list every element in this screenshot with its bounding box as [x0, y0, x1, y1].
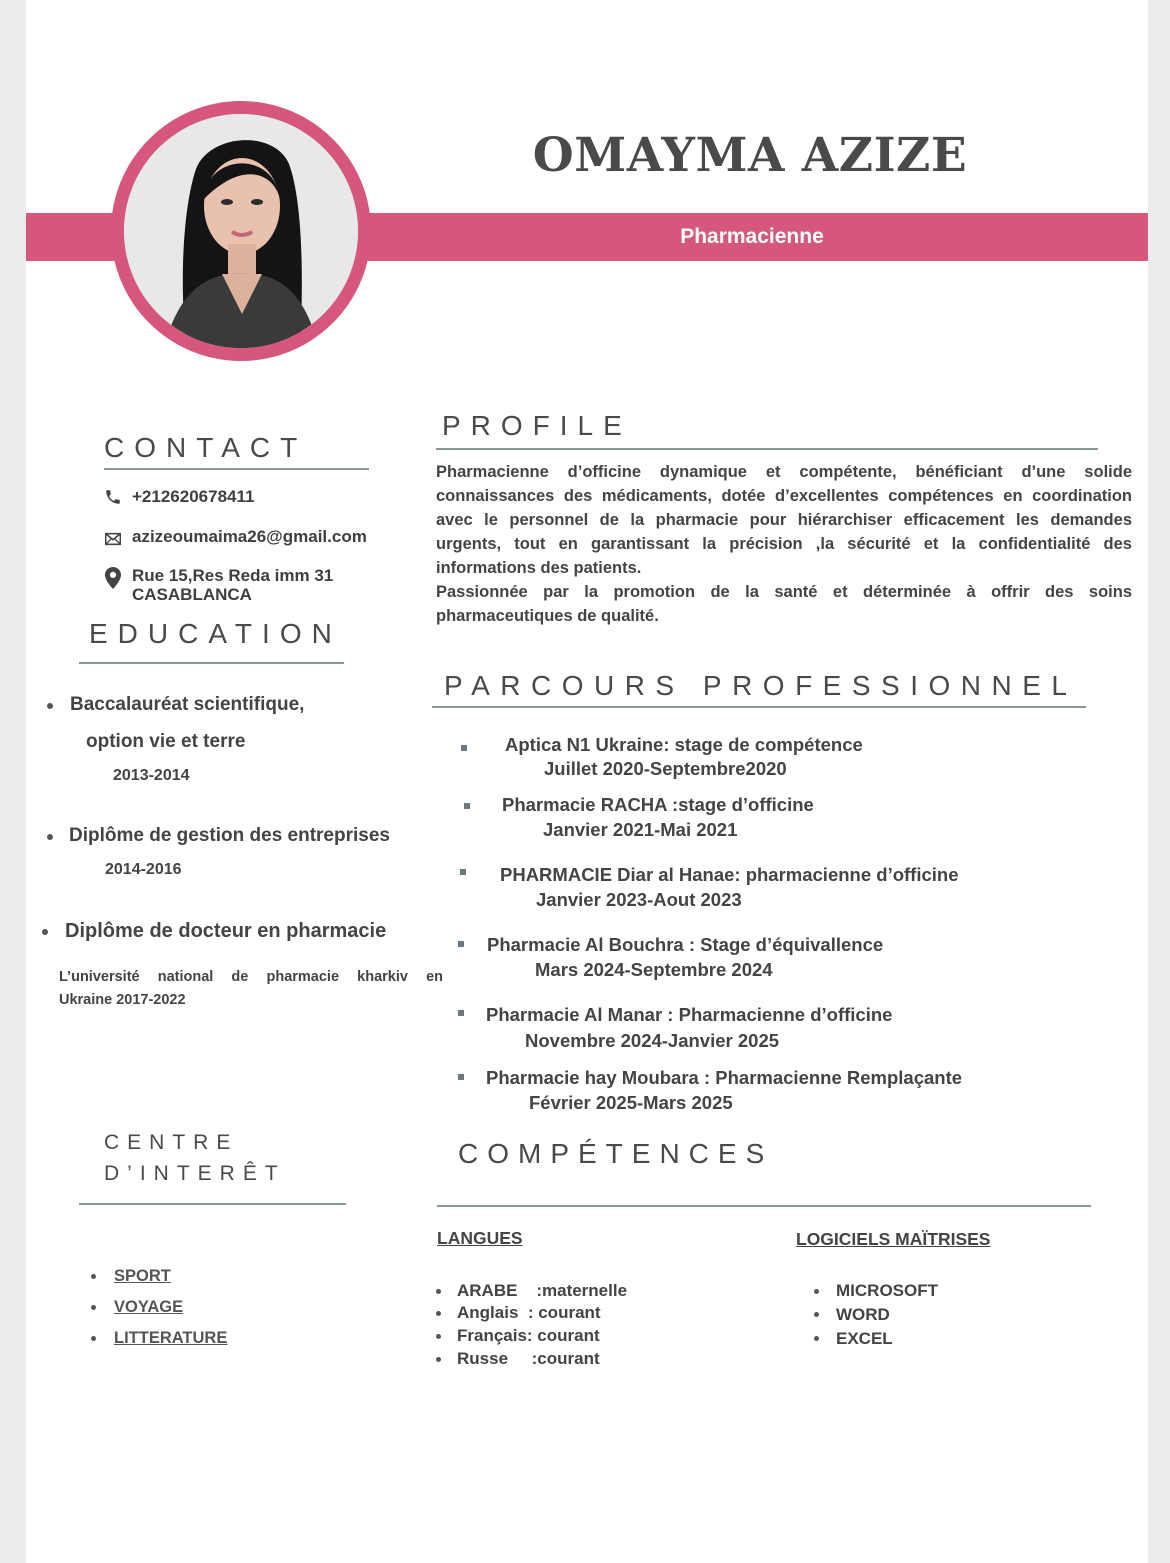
bullet [47, 834, 53, 840]
education-item-3-title: Diplôme de docteur en pharmacie [65, 920, 387, 942]
interests-heading-line-2: D’INTERÊT [104, 1162, 286, 1185]
education-item-3-years: Ukraine 2017-2022 [59, 992, 186, 1008]
bullet [436, 1357, 441, 1362]
education-item-1-years: 2013-2014 [113, 767, 190, 784]
education-item-1-subtitle: option vie et terre [86, 731, 246, 752]
candidate-name: OMAYMA AZIZE [532, 128, 968, 183]
education-item-3-detail [59, 966, 443, 1012]
job-title: Pharmacienne [680, 225, 824, 248]
bullet [814, 1336, 819, 1341]
interest-voyage[interactable]: VOYAGE [114, 1298, 184, 1316]
bullet [814, 1289, 819, 1294]
location-pin-icon [105, 567, 121, 589]
skills-divider [437, 1205, 1091, 1207]
software-heading: LOGICIELS MAÏTRISES [796, 1229, 991, 1249]
contact-divider [104, 468, 369, 470]
interests-heading [104, 1127, 286, 1189]
software-item: EXCEL [836, 1329, 893, 1348]
experience-heading: PARCOURS PROFESSIONNEL [444, 670, 1078, 701]
phone-link[interactable]: +212620678411 [132, 487, 255, 506]
experience-item-4-dates: Mars 2024-Septembre 2024 [535, 959, 773, 980]
experience-item-3-title: PHARMACIE Diar al Hanae: pharmacienne d’officine [500, 864, 959, 885]
experience-item-1-dates: Juillet 2020-Septembre2020 [544, 758, 787, 779]
bullet [461, 745, 467, 751]
address-line-2: CASABLANCA [132, 585, 252, 604]
experience-item-3-dates: Janvier 2023-Aout 2023 [536, 889, 742, 910]
profile-photo [124, 114, 358, 348]
bullet [460, 869, 466, 875]
languages-heading: LANGUES [437, 1228, 523, 1248]
language-item: Français: courant [457, 1326, 600, 1345]
bullet [47, 703, 53, 709]
education-item-2-years: 2014-2016 [105, 861, 182, 878]
bullet [42, 929, 48, 935]
skills-heading: COMPÉTENCES [458, 1138, 774, 1169]
bullet [91, 1336, 96, 1341]
experience-item-6-title: Pharmacie hay Moubara : Pharmacienne Remplaçante [486, 1067, 963, 1088]
profile-photo-frame [111, 101, 371, 361]
experience-item-5-dates: Novembre 2024-Janvier 2025 [525, 1030, 780, 1051]
education-item-2-title: Diplôme de gestion des entreprises [69, 825, 390, 846]
interest-sport[interactable]: SPORT [114, 1267, 171, 1285]
bullet [464, 803, 470, 809]
education-item-1-title: Baccalauréat scientifique, [70, 694, 305, 715]
language-item: ARABE :maternelle [457, 1281, 628, 1300]
bullet [458, 1074, 464, 1080]
education-divider [79, 662, 344, 664]
bullet [458, 941, 464, 947]
bullet [436, 1311, 441, 1316]
software-item: WORD [836, 1305, 890, 1324]
profile-divider [436, 448, 1098, 450]
experience-item-2-title: Pharmacie RACHA :stage d’officine [502, 794, 814, 815]
experience-divider [432, 706, 1086, 708]
bullet [814, 1312, 819, 1317]
contact-heading: CONTACT [104, 432, 308, 463]
experience-item-1-title: Aptica N1 Ukraine: stage de compétence [505, 734, 863, 755]
profile-summary [436, 460, 1132, 628]
bullet [91, 1274, 96, 1279]
software-item: MICROSOFT [836, 1281, 938, 1300]
bullet [91, 1305, 96, 1310]
experience-item-2-dates: Janvier 2021-Mai 2021 [543, 819, 738, 840]
language-item: Russe :courant [457, 1349, 600, 1368]
address-line-1: Rue 15,Res Reda imm 31 [132, 566, 334, 585]
mail-icon [105, 532, 121, 546]
address [132, 566, 333, 604]
language-item: Anglais : courant [457, 1303, 601, 1322]
experience-item-4-title: Pharmacie Al Bouchra : Stage d’équivallence [487, 934, 884, 955]
interests-divider [79, 1203, 346, 1205]
phone-icon [104, 488, 122, 506]
bullet [458, 1010, 464, 1016]
education-heading: EDUCATION [89, 618, 342, 649]
bullet [436, 1289, 441, 1294]
email-link[interactable]: azizeoumaima26@gmail.com [132, 527, 367, 546]
bullet [436, 1334, 441, 1339]
interest-litterature[interactable]: LITTERATURE [114, 1329, 228, 1347]
interests-heading-line-1: CENTRE [104, 1131, 239, 1154]
profile-paragraph-2: Passionnée par la promotion de la santé et déterminée à offrir des soins pharmaceutiques de qualité. [436, 583, 1132, 625]
experience-item-6-dates: Février 2025-Mars 2025 [529, 1092, 733, 1113]
profile-heading: PROFILE [442, 410, 632, 441]
experience-item-5-title: Pharmacie Al Manar : Pharmacienne d’officine [486, 1004, 893, 1025]
education-item-3-school: L’université national de pharmacie kharkiv en [59, 969, 443, 985]
profile-paragraph-1: Pharmacienne d’officine dynamique et compétente, bénéficiant d’une solide connaissances des médicaments, dotée d’excellentes compétences en coordination avec le personnel de la pharmacie pour hiérarchiser efficacement les demandes urgents, tout en garantissant la précision ,la sécurité et la confidentialité des informations des patients. [436, 463, 1132, 577]
